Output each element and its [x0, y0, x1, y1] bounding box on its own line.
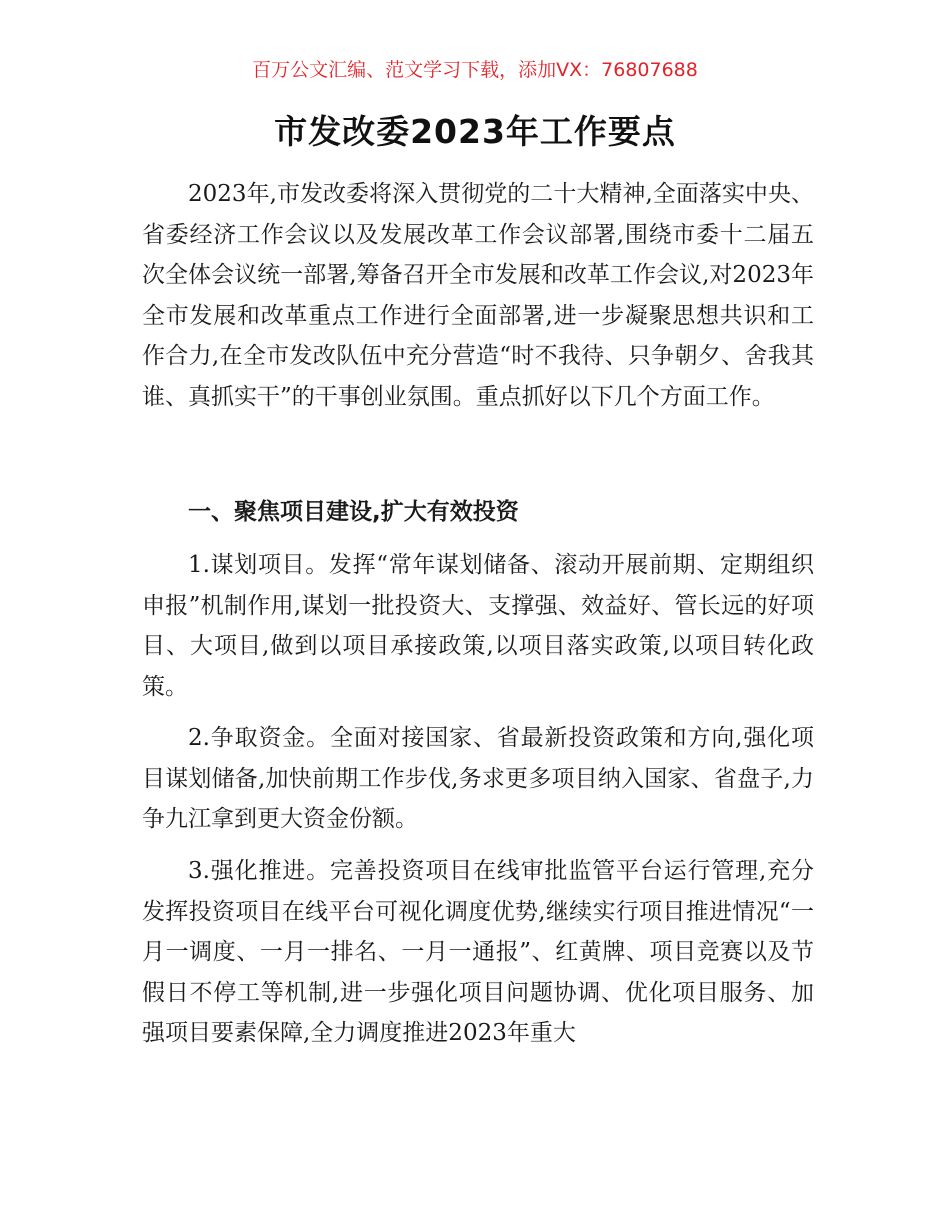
item-paragraph-3: 3.强化推进。完善投资项目在线审批监管平台运行管理,充分发挥投资项目在线平台可视化调度优势,继续实行项目推进情况“一月一调度、一月一排名、一月一通报”、红黄牌、项目竞赛以及节假日不停工等机制,进一步强化项目问题协调、优化项目服务、加强项目要素保障,全力调度推进2023年重大: [142, 858, 814, 1046]
intro-paragraph: 2023年,市发改委将深入贯彻党的二十大精神,全面落实中央、省委经济工作会议以及发展改革工作会议部署,围绕市委十二届五次全体会议统一部署,筹备召开全市发展和改革工作会议,对2023年全市发展和改革重点工作进行全面部署,进一步凝聚思想共识和工作合力,在全市发改队伍中充分营造“时不我待、只争朝夕、舍我其谁、真抓实干”的干事创业氛围。重点抓好以下几个方面工作。: [142, 181, 814, 410]
document-title: 市发改委2023年工作要点: [274, 112, 676, 151]
header-note: 百万公文汇编、范文学习下载，添加VX：76807688: [252, 59, 698, 81]
item-paragraph-1: 1.谋划项目。发挥“常年谋划储备、滚动开展前期、定期组织申报”机制作用,谋划一批投资大、支撑强、效益好、管长远的好项目、大项目,做到以项目承接政策,以项目落实政策,以项目转化政策。: [142, 552, 814, 700]
item-paragraph-2: 2.争取资金。全面对接国家、省最新投资政策和方向,强化项目谋划储备,加快前期工作步伐,务求更多项目纳入国家、省盘子,力争九江拿到更大资金份额。: [142, 725, 814, 832]
section-heading: 一、聚焦项目建设,扩大有效投资: [188, 499, 519, 525]
